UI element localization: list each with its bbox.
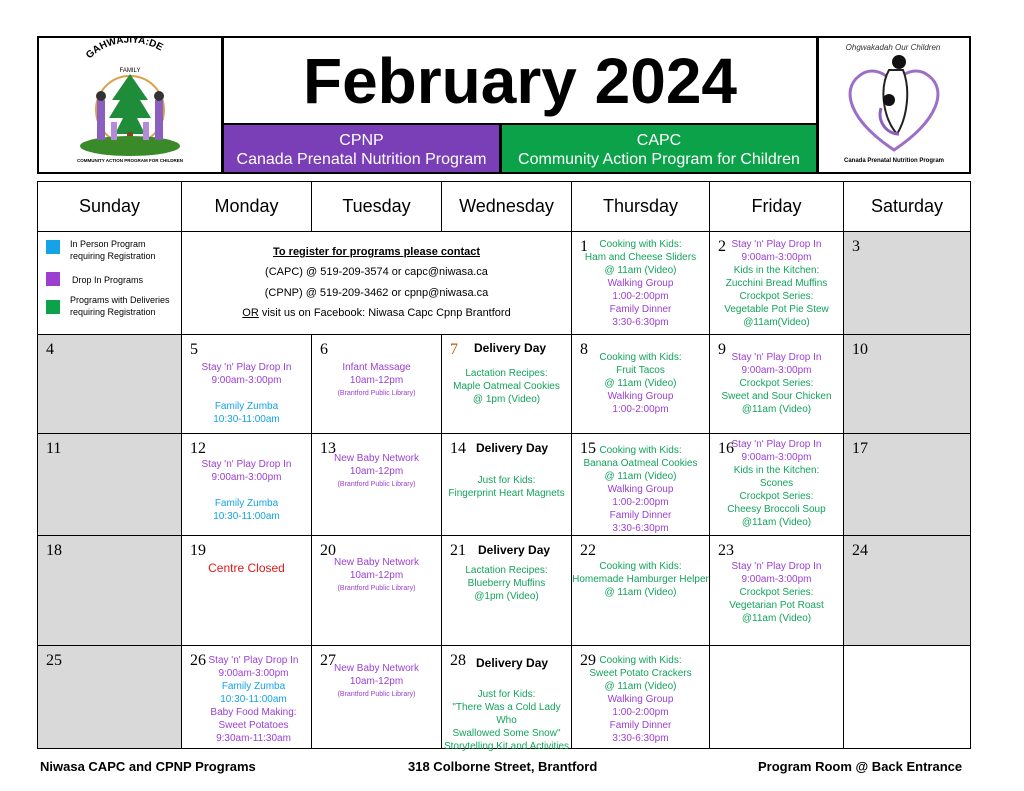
day-14: 14 Delivery Day Just for Kids: Fingerprint Heart Magnets [441,433,572,536]
day-22: 22 Cooking with Kids: Homemade Hamburger Helper @ 11am (Video) [571,535,710,646]
legend-green-swatch [46,300,60,314]
day-1-events: Cooking with Kids: Ham and Cheese Sliders @ 11am (Video) Walking Group 1:00-2:00pm Family Dinner 3:30-6:30pm [584,239,697,328]
legend-text-1: In Person Program requiring Registration [70,239,156,261]
day-3: 3 [843,231,971,335]
day-10: 10 [843,334,971,434]
day-2-events: Stay 'n' Play Drop In 9:00am-3:00pm Kids in the Kitchen: Zucchini Bread Muffins Crockpot Series: Vegetable Pot Pie Stew @11am(Video) [724,239,829,328]
family-tree-logo-icon [39,38,221,172]
day-27-events: New Baby Network 10am-12pm (Brantford Public Library) [333,663,420,698]
delivery-day-label: Delivery Day [478,543,551,557]
day-11: 11 [37,433,182,536]
day-20-events: New Baby Network 10am-12pm (Brantford Public Library) [333,557,420,592]
day-4: 4 [37,334,182,434]
delivery-day-label: Delivery Day [474,341,547,355]
legend-text-2: Drop In Programs [72,275,144,285]
contact-heading: To register for programs please contact [272,246,481,258]
contact-or: OR [242,307,259,319]
day-6: 6 Infant Massage 10am-12pm (Brantford Public Library) [311,334,442,434]
dayhead-tuesday: Tuesday [311,181,442,232]
day-8-events: Cooking with Kids: Fruit Tacos @ 11am (Video) Walking Group 1:00-2:00pm [599,352,682,415]
contact-cell [181,231,572,335]
legend-blue-swatch [46,240,60,254]
day-26: 26 Stay 'n' Play Drop In 9:00am-3:00pm Family Zumba 10:30-11:00am Baby Food Making: Sweet Potatoes 9:30am-11:30am [181,645,312,749]
day-1 [571,231,710,335]
day-16-events: Stay 'n' Play Drop In 9:00am-3:00pm Kids in the Kitchen: Scones Crockpot Series: Cheesy Broccoli Soup @11am (Video) [727,439,826,528]
day-12: 12 Stay 'n' Play Drop In 9:00am-3:00pm Family Zumba 10:30-11:00am [181,433,312,536]
cpnp-full: Canada Prenatal Nutrition Program [236,151,487,168]
day-27: 27 New Baby Network 10am-12pm (Brantford Public Library) [311,645,442,749]
contact-facebook-line [182,307,571,319]
mother-child-heart-logo-icon [819,38,969,172]
day-28: 28 Delivery Day Just for Kids: "There Was a Cold Lady Who Swallowed Some Snow" Storytelling Kit and Activities [441,645,572,749]
legend-text-3: Programs with Deliveries requiring Registration [70,295,170,317]
day-9-events: Stay 'n' Play Drop In 9:00am-3:00pm Crockpot Series: Sweet and Sour Chicken @11am (Video) [721,352,832,415]
gahwajiyade-logo [37,36,223,174]
dayhead-wednesday: Wednesday [441,181,572,232]
dayhead-saturday: Saturday [843,181,971,232]
day-29: 29 Cooking with Kids: Sweet Potato Crackers @ 11am (Video) Walking Group 1:00-2:00pm Family Dinner 3:30-6:30pm [571,645,710,749]
right-logo-arc-text: Ohgwakadah Our Children [845,43,941,52]
contact-capc: (CAPC) @ 519-209-3574 or capc@niwasa.ca [265,266,488,278]
footer-center: 318 Colborne Street, Brantford [408,759,598,774]
day-23: 23 Stay 'n' Play Drop In 9:00am-3:00pm Crockpot Series: Vegetarian Pot Roast @11am (Video) [709,535,844,646]
day-18: 18 [37,535,182,646]
day-14-events: Just for Kids: Fingerprint Heart Magnets [448,475,565,499]
day-2 [709,231,844,335]
footer-right: Program Room @ Back Entrance [758,759,963,774]
day-21: 21 Delivery Day Lactation Recipes: Blueberry Muffins @1pm (Video) [441,535,572,646]
day-21-events: Lactation Recipes: Blueberry Muffins @1pm (Video) [465,565,548,602]
day-25: 25 [37,645,182,749]
empty-cell [843,645,971,749]
title-box [222,36,818,124]
right-logo-program-text: Canada Prenatal Nutrition Program [843,158,945,164]
day-24: 24 [843,535,971,646]
day-8: 8 Cooking with Kids: Fruit Tacos @ 11am (Video) Walking Group 1:00-2:00pm [571,334,710,434]
capc-banner [500,123,818,174]
day-23-events: Stay 'n' Play Drop In 9:00am-3:00pm Crockpot Series: Vegetarian Pot Roast @11am (Video) [729,561,824,624]
day-28-events: Just for Kids: "There Was a Cold Lady Who Swallowed Some Snow" Storytelling Kit and Activities [443,689,570,752]
day-5: 5 Stay 'n' Play Drop In 9:00am-3:00pm Family Zumba 10:30-11:00am [181,334,312,434]
day-13: 13 New Baby Network 10am-12pm (Brantford Public Library) [311,433,442,536]
centre-closed-label: Centre Closed [208,561,285,575]
day-20: 20 New Baby Network 10am-12pm (Brantford Public Library) [311,535,442,646]
legend-purple-swatch [46,272,60,286]
logo-family-text: FAMILY [119,68,141,74]
legend-cell [37,231,182,335]
day-9: 9 Stay 'n' Play Drop In 9:00am-3:00pm Crockpot Series: Sweet and Sour Chicken @11am (Video) [709,334,844,434]
delivery-day-label: Delivery Day [476,656,549,670]
ohgwakadah-logo [817,36,971,174]
logo-arc-text: GAHWAJIYA:DE [84,38,165,62]
day-15: 15 Cooking with Kids: Banana Oatmeal Cookies @ 11am (Video) Walking Group 1:00-2:00pm Family Dinner 3:30-6:30pm [571,433,710,536]
day-12-events: Stay 'n' Play Drop In 9:00am-3:00pm Family Zumba 10:30-11:00am [201,459,292,522]
day-22-events: Cooking with Kids: Homemade Hamburger Helper @ 11am (Video) [572,561,709,598]
dayhead-monday: Monday [181,181,312,232]
day-5-events: Stay 'n' Play Drop In 9:00am-3:00pm Family Zumba 10:30-11:00am [201,362,292,425]
capc-full: Community Action Program for Children [518,151,800,168]
delivery-day-label: Delivery Day [476,441,549,455]
dayhead-sunday: Sunday [37,181,182,232]
cpnp-abbr: CPNP [339,132,384,149]
day-6-events: Infant Massage 10am-12pm (Brantford Public Library) [337,362,416,397]
logo-program-text: COMMUNITY ACTION PROGRAM FOR CHILDREN [77,158,183,163]
contact-facebook: visit us on Facebook: Niwasa Capc Cpnp Brantford [258,307,511,319]
day-7-events: Lactation Recipes: Maple Oatmeal Cookies @ 1pm (Video) [453,368,560,405]
day-26-events: Stay 'n' Play Drop In 9:00am-3:00pm Family Zumba 10:30-11:00am Baby Food Making: Sweet Potatoes 9:30am-11:30am [208,655,299,744]
day-15-events: Cooking with Kids: Banana Oatmeal Cookies @ 11am (Video) Walking Group 1:00-2:00pm Family Dinner 3:30-6:30pm [583,445,698,534]
capc-abbr: CAPC [636,132,682,149]
dayhead-friday: Friday [709,181,844,232]
day-13-events: New Baby Network 10am-12pm (Brantford Public Library) [333,453,420,488]
day-17: 17 [843,433,971,536]
cpnp-banner [222,123,501,174]
day-number: 1 [580,238,588,255]
dayhead-thursday: Thursday [571,181,710,232]
footer-left: Niwasa CAPC and CPNP Programs [40,759,256,774]
day-16: 16 Stay 'n' Play Drop In 9:00am-3:00pm Kids in the Kitchen: Scones Crockpot Series: Cheesy Broccoli Soup @11am (Video) [709,433,844,536]
day-29-events: Cooking with Kids: Sweet Potato Crackers @ 11am (Video) Walking Group 1:00-2:00pm Family Dinner 3:30-6:30pm [589,655,692,744]
page-title: February 2024 [302,45,738,117]
day-7: 7 Delivery Day Lactation Recipes: Maple Oatmeal Cookies @ 1pm (Video) [441,334,572,434]
svg-text:GAHWAJIYA:DE [84,38,165,61]
contact-cpnp: (CPNP) @ 519-209-3462 or cpnp@niwasa.ca [264,287,489,299]
day-number: 2 [718,238,726,255]
day-19: 19 Centre Closed [181,535,312,646]
empty-cell [709,645,844,749]
